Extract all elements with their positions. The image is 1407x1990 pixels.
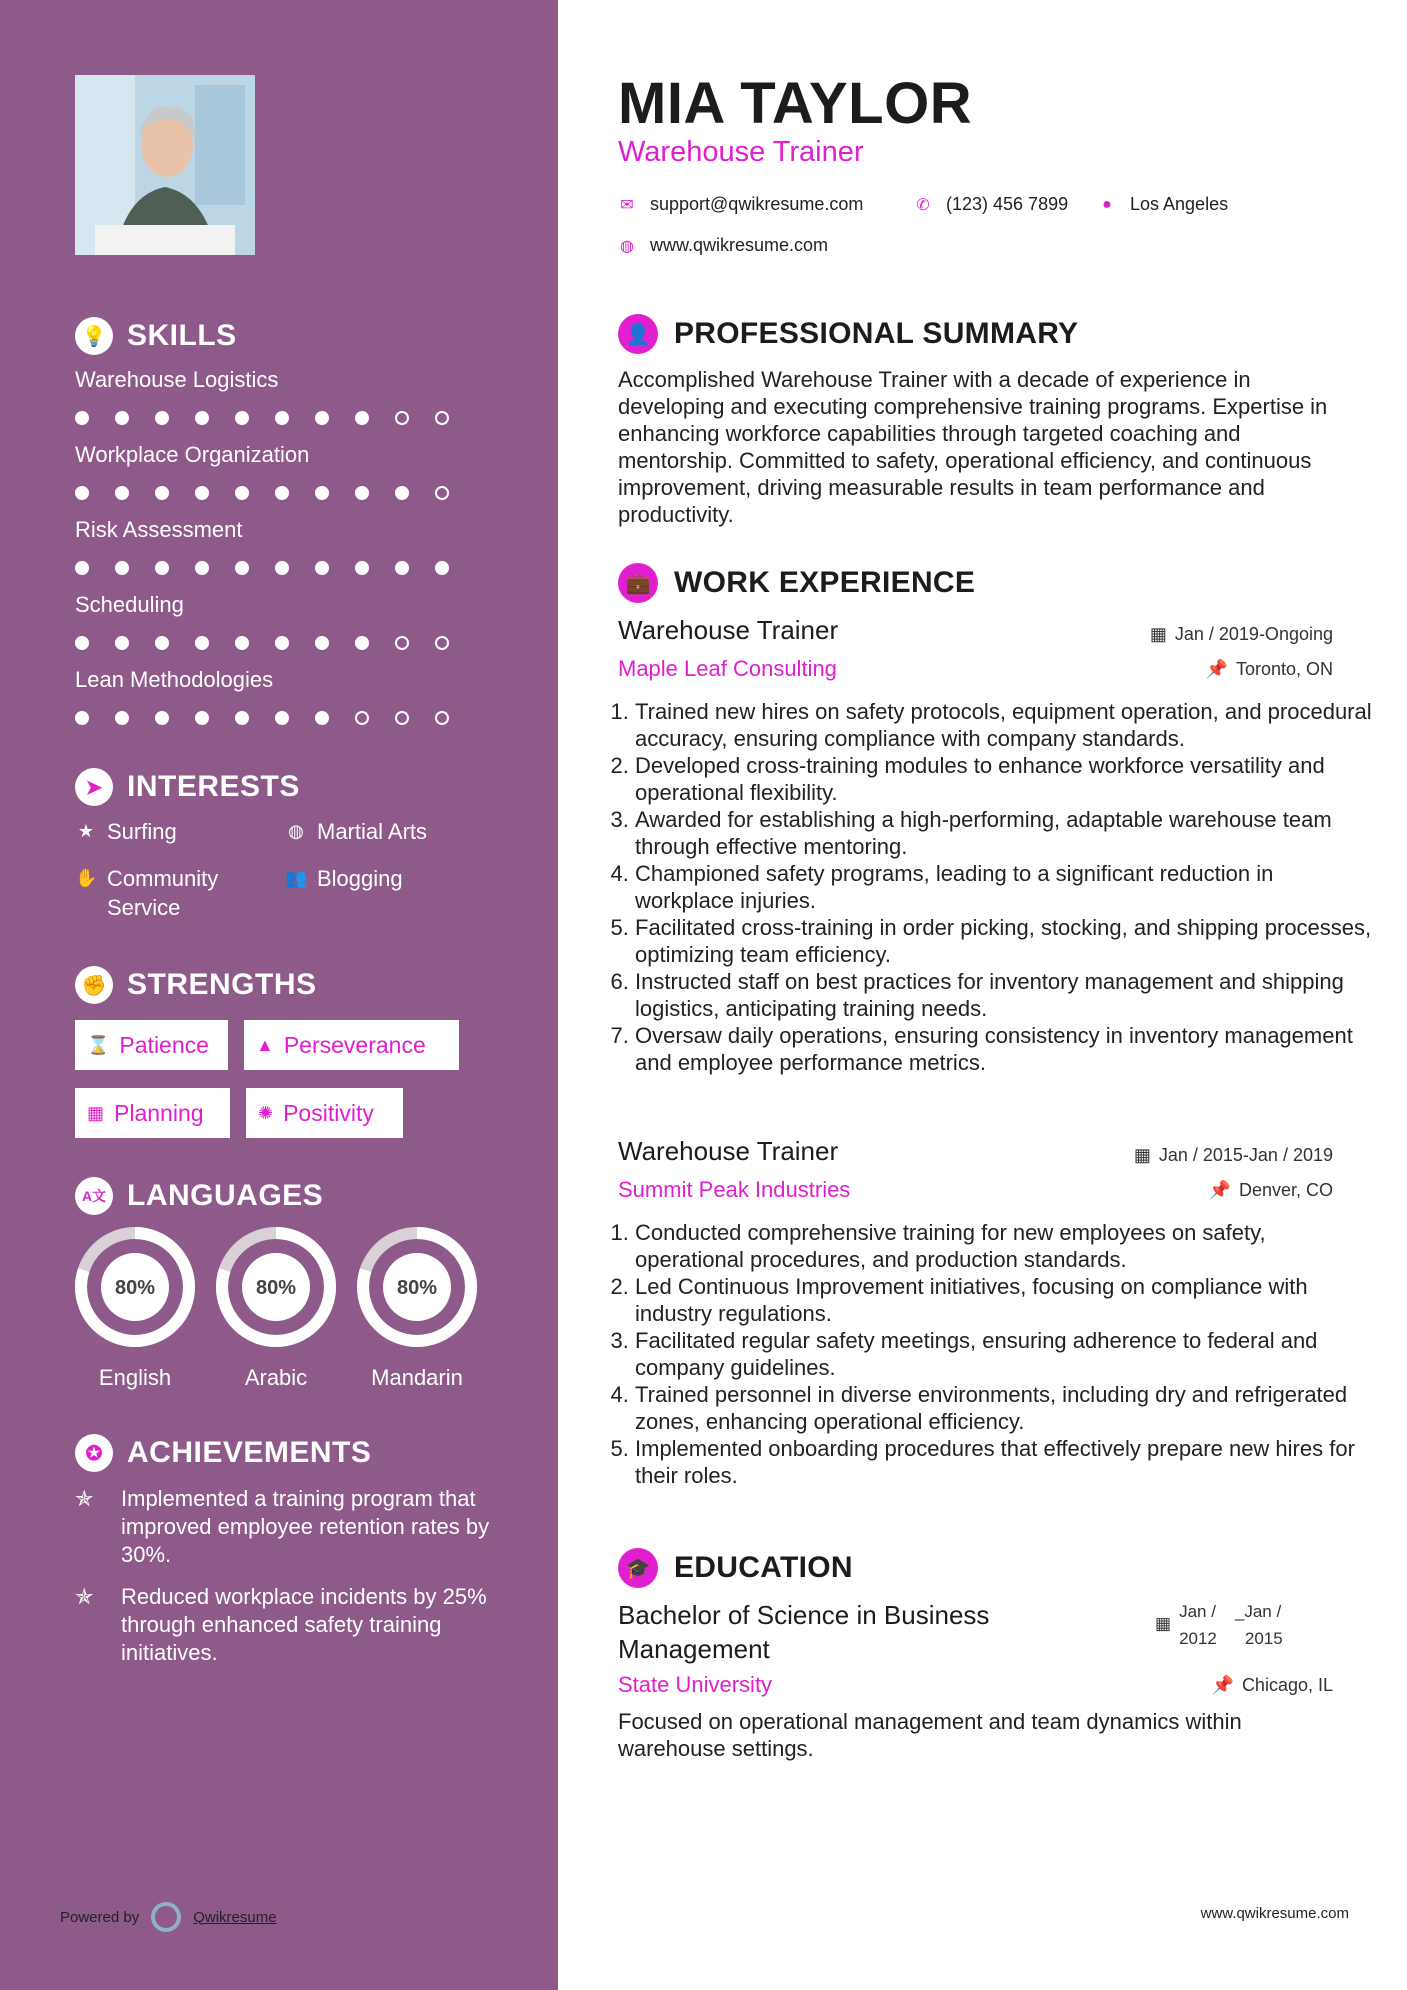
skill-dot-filled bbox=[235, 711, 249, 725]
achievement-item bbox=[75, 1485, 515, 1569]
skill-dot-filled bbox=[355, 486, 369, 500]
language-ring bbox=[356, 1226, 478, 1348]
skill-dot-filled bbox=[195, 636, 209, 650]
strengths-title: STRENGTHS bbox=[127, 968, 317, 1001]
job-location bbox=[1209, 1180, 1333, 1201]
hand-icon: ✋ bbox=[75, 868, 98, 888]
achievement-text: Reduced workplace incidents by 25% through enhanced safety training initiatives. bbox=[121, 1584, 487, 1665]
education-start-month: Jan / bbox=[1179, 1602, 1216, 1621]
email-text: support@qwikresume.com bbox=[650, 194, 864, 214]
job-company: Summit Peak Industries bbox=[618, 1177, 851, 1202]
job-date-text: Jan / 2019-Ongoing bbox=[1174, 624, 1333, 644]
skill-dot-filled bbox=[315, 411, 329, 425]
job-bullet: 6. Instructed staff on best practices for inventory management and shipping logistics, anticipating training needs. bbox=[635, 968, 1373, 1022]
skill-item bbox=[75, 517, 505, 575]
language-name: Arabic bbox=[244, 1365, 308, 1390]
skill-dot-filled bbox=[275, 411, 289, 425]
globe-icon: ◍ bbox=[288, 821, 304, 841]
skill-dot-filled bbox=[235, 411, 249, 425]
skill-dot-filled bbox=[155, 411, 169, 425]
fist-icon: ✊ bbox=[75, 966, 113, 1004]
globe-icon: ◍ bbox=[620, 237, 634, 255]
achievement-item bbox=[75, 1583, 515, 1667]
language-name: English bbox=[98, 1365, 172, 1390]
language-item bbox=[356, 1226, 478, 1391]
powered-by bbox=[60, 1902, 277, 1932]
skill-dot-filled bbox=[115, 561, 129, 575]
languages-title: LANGUAGES bbox=[127, 1179, 324, 1212]
education-description: Focused on operational management and team dynamics within warehouse settings. bbox=[618, 1709, 1242, 1761]
skill-dot-filled bbox=[115, 711, 129, 725]
pushpin-icon: 📌 bbox=[1208, 1180, 1231, 1200]
achievement-text: Implemented a training program that improved employee retention rates by 30%. bbox=[121, 1486, 490, 1567]
contact-phone[interactable] bbox=[914, 194, 1068, 215]
contact-website[interactable] bbox=[618, 235, 828, 256]
interest-item bbox=[75, 817, 275, 846]
skill-rating bbox=[75, 711, 505, 725]
skill-dot-filled bbox=[275, 486, 289, 500]
interest-item bbox=[75, 864, 265, 922]
skill-item bbox=[75, 667, 505, 725]
job-bullet: 3. Awarded for establishing a high-performing, adaptable warehouse team through effective mentoring. bbox=[635, 806, 1373, 860]
language-icon: A文 bbox=[75, 1177, 113, 1215]
job-location-text: Toronto, ON bbox=[1235, 659, 1333, 679]
phone-icon: ✆ bbox=[916, 196, 930, 214]
job-title: Warehouse Trainer bbox=[618, 1136, 839, 1166]
website-text: www.qwikresume.com bbox=[650, 235, 829, 255]
skill-rating bbox=[75, 636, 505, 650]
footer-url[interactable]: www.qwikresume.com bbox=[1200, 1905, 1349, 1922]
experience-heading bbox=[618, 563, 975, 603]
skill-name: Risk Assessment bbox=[75, 517, 243, 542]
envelope-icon: ✉ bbox=[620, 196, 634, 214]
skill-dot-filled bbox=[315, 486, 329, 500]
skill-dot-filled bbox=[75, 561, 89, 575]
briefcase-icon: 💼 bbox=[618, 563, 658, 603]
language-ring bbox=[74, 1226, 196, 1348]
skill-dot-empty bbox=[435, 411, 449, 425]
phone-text: (123) 456 7899 bbox=[946, 194, 1069, 214]
job-bullet: 4. Championed safety programs, leading to a significant reduction in workplace injuries. bbox=[635, 860, 1373, 914]
skill-rating bbox=[75, 561, 505, 575]
education-end-year: 2015 bbox=[1244, 1629, 1283, 1648]
skill-dot-filled bbox=[435, 561, 449, 575]
skill-dot-filled bbox=[355, 636, 369, 650]
contact-location bbox=[1098, 194, 1228, 215]
calendar-icon: ▦ bbox=[1149, 624, 1167, 644]
skill-dot-filled bbox=[395, 561, 409, 575]
education-location bbox=[1212, 1675, 1333, 1696]
language-ring bbox=[215, 1226, 337, 1348]
job-bullet: 4. Trained personnel in diverse environments, including dry and refrigerated zones, enhancing operational efficiency. bbox=[635, 1381, 1373, 1435]
language-percent: 80% bbox=[255, 1277, 297, 1299]
sun-icon: ✺ bbox=[258, 1102, 274, 1123]
skill-dot-filled bbox=[195, 561, 209, 575]
summary-title: PROFESSIONAL SUMMARY bbox=[674, 317, 1079, 350]
skill-dot-empty bbox=[435, 636, 449, 650]
interest-label: Martial Arts bbox=[317, 819, 428, 844]
skill-dot-filled bbox=[315, 636, 329, 650]
interest-label: Community Service bbox=[107, 866, 219, 920]
summary-heading bbox=[618, 314, 1078, 354]
skill-dot-filled bbox=[235, 486, 249, 500]
hourglass-icon: ⌛ bbox=[87, 1034, 110, 1055]
powered-brand-link[interactable]: Qwikresume bbox=[193, 1908, 277, 1926]
profile-photo bbox=[75, 75, 255, 255]
job-bullet: 1. Conducted comprehensive training for new employees on safety, operational procedures, and production standards. bbox=[635, 1219, 1373, 1273]
job-date-text: Jan / 2015-Jan / 2019 bbox=[1158, 1145, 1333, 1165]
education-heading bbox=[618, 1548, 853, 1588]
skill-dot-filled bbox=[195, 486, 209, 500]
interests-heading bbox=[75, 768, 300, 806]
skill-dot-filled bbox=[115, 636, 129, 650]
skill-dot-filled bbox=[115, 411, 129, 425]
skill-dot-filled bbox=[155, 486, 169, 500]
achievements-heading bbox=[75, 1434, 371, 1472]
skill-dot-filled bbox=[75, 711, 89, 725]
skill-name: Lean Methodologies bbox=[75, 667, 274, 692]
skill-rating bbox=[75, 486, 505, 500]
skill-item bbox=[75, 442, 505, 500]
education-degree: Bachelor of Science in Business Management bbox=[618, 1600, 990, 1664]
qwikresume-logo-icon bbox=[151, 1902, 181, 1932]
strength-label: Positivity bbox=[283, 1099, 374, 1126]
strength-badge bbox=[244, 1020, 459, 1070]
job-location bbox=[1206, 659, 1333, 680]
contact-email[interactable] bbox=[618, 194, 863, 215]
job-bullets bbox=[608, 1219, 1373, 1489]
skill-dot-filled bbox=[115, 486, 129, 500]
strength-label: Planning bbox=[114, 1099, 204, 1126]
language-percent: 80% bbox=[114, 1277, 156, 1299]
skill-dot-filled bbox=[75, 411, 89, 425]
skills-heading bbox=[75, 317, 237, 355]
shooting-star-icon: ✯ bbox=[75, 1584, 94, 1609]
languages-heading bbox=[75, 1177, 323, 1215]
job-company: Maple Leaf Consulting bbox=[618, 656, 837, 681]
skill-dot-filled bbox=[235, 561, 249, 575]
strength-badge bbox=[246, 1088, 403, 1138]
job-bullets bbox=[608, 698, 1373, 1076]
calendar-icon: ▦ bbox=[1133, 1145, 1151, 1165]
candidate-name: MIA TAYLOR bbox=[618, 71, 973, 136]
calendar-icon: ▦ bbox=[1155, 1614, 1172, 1633]
skill-dot-empty bbox=[395, 711, 409, 725]
skill-rating bbox=[75, 411, 505, 425]
skill-dot-filled bbox=[315, 561, 329, 575]
language-percent: 80% bbox=[396, 1277, 438, 1299]
skill-item bbox=[75, 367, 505, 425]
skill-dot-empty bbox=[395, 636, 409, 650]
strengths-heading bbox=[75, 966, 317, 1004]
skill-dot-filled bbox=[395, 486, 409, 500]
skill-dot-empty bbox=[395, 411, 409, 425]
job-bullet: 2. Led Continuous Improvement initiatives, focusing on compliance with industry regulations. bbox=[635, 1273, 1373, 1327]
achievements-title: ACHIEVEMENTS bbox=[127, 1436, 372, 1469]
job-date bbox=[1150, 624, 1333, 645]
candidate-role: Warehouse Trainer bbox=[618, 136, 864, 168]
user-icon: 👤 bbox=[618, 314, 658, 354]
skill-dot-filled bbox=[315, 711, 329, 725]
paper-plane-icon: ➤ bbox=[75, 768, 113, 806]
education-school: State University bbox=[618, 1672, 773, 1697]
skill-dot-empty bbox=[435, 711, 449, 725]
skill-name: Scheduling bbox=[75, 592, 184, 617]
skill-dot-filled bbox=[275, 636, 289, 650]
interests-title: INTERESTS bbox=[127, 770, 300, 803]
skill-name: Warehouse Logistics bbox=[75, 367, 279, 392]
job-bullet: 2. Developed cross-training modules to enhance workforce versatility and operational flexibility. bbox=[635, 752, 1373, 806]
skill-dot-filled bbox=[195, 711, 209, 725]
strength-badge bbox=[75, 1088, 230, 1138]
job-bullet: 5. Implemented onboarding procedures that effectively prepare new hires for their roles. bbox=[635, 1435, 1373, 1489]
skill-dot-filled bbox=[75, 636, 89, 650]
strength-badge bbox=[75, 1020, 228, 1070]
skill-dot-filled bbox=[355, 561, 369, 575]
skill-dot-filled bbox=[355, 411, 369, 425]
lightbulb-icon: 💡 bbox=[75, 317, 113, 355]
map-pin-icon: ● bbox=[1102, 195, 1112, 213]
skill-dot-empty bbox=[435, 486, 449, 500]
star-icon: ★ bbox=[77, 821, 95, 841]
powered-by-label: Powered by bbox=[60, 1908, 140, 1926]
interest-item bbox=[285, 864, 505, 893]
job-location-text: Denver, CO bbox=[1238, 1180, 1333, 1200]
graduation-cap-icon: 🎓 bbox=[618, 1548, 658, 1588]
skill-dot-filled bbox=[155, 561, 169, 575]
calendar-icon: ▦ bbox=[87, 1102, 105, 1123]
experience-title: WORK EXPERIENCE bbox=[674, 566, 976, 599]
strength-label: Patience bbox=[119, 1031, 209, 1058]
interest-label: Surfing bbox=[107, 819, 177, 844]
language-name: Mandarin bbox=[371, 1365, 463, 1390]
summary-text: Accomplished Warehouse Trainer with a decade of experience in developing and executing comprehensive training programs. Expertise in enhancing workforce capabilities through targeted coaching and mentorship. Committed to safety, operational efficiency, and continuous improvement, driving measurable results in team performance and productivity. bbox=[618, 367, 1328, 527]
language-item bbox=[215, 1226, 337, 1391]
shooting-star-icon: ✯ bbox=[75, 1486, 94, 1511]
skill-dot-filled bbox=[235, 636, 249, 650]
skill-item bbox=[75, 592, 505, 650]
strength-label: Perseverance bbox=[283, 1031, 426, 1058]
job-bullet: 5. Facilitated cross-training in order picking, stocking, and shipping processes, optimizing team efficiency. bbox=[635, 914, 1373, 968]
award-star-icon: ✪ bbox=[75, 1434, 113, 1472]
education-date bbox=[1155, 1598, 1283, 1652]
education-location-text: Chicago, IL bbox=[1241, 1675, 1333, 1695]
interest-item bbox=[285, 817, 505, 846]
skills-title: SKILLS bbox=[127, 319, 237, 352]
language-item bbox=[74, 1226, 196, 1391]
job-bullet: 1. Trained new hires on safety protocols, equipment operation, and procedural accuracy, ensuring compliance with company standards. bbox=[635, 698, 1373, 752]
skill-dot-filled bbox=[75, 486, 89, 500]
education-title: EDUCATION bbox=[674, 1551, 853, 1584]
skill-dot-filled bbox=[155, 636, 169, 650]
job-bullet: 3. Facilitated regular safety meetings, ensuring adherence to federal and company guidelines. bbox=[635, 1327, 1373, 1381]
road-icon: ▲ bbox=[256, 1034, 274, 1055]
location-text: Los Angeles bbox=[1130, 194, 1229, 214]
interest-label: Blogging bbox=[317, 866, 403, 891]
pushpin-icon: 📌 bbox=[1211, 1675, 1234, 1695]
job-date bbox=[1134, 1145, 1333, 1166]
skill-dot-empty bbox=[355, 711, 369, 725]
skill-dot-filled bbox=[275, 561, 289, 575]
users-icon: 👥 bbox=[285, 868, 308, 888]
job-bullet: 7. Oversaw daily operations, ensuring consistency in inventory management and employee performance metrics. bbox=[635, 1022, 1373, 1076]
skill-dot-filled bbox=[195, 411, 209, 425]
skill-dot-filled bbox=[275, 711, 289, 725]
pushpin-icon: 📌 bbox=[1205, 659, 1228, 679]
sidebar bbox=[0, 0, 558, 1990]
skill-dot-filled bbox=[155, 711, 169, 725]
education-start-year: 2012 bbox=[1179, 1629, 1217, 1648]
education-end-month: _Jan / bbox=[1234, 1602, 1282, 1621]
skill-name: Workplace Organization bbox=[75, 442, 310, 467]
job-title: Warehouse Trainer bbox=[618, 615, 839, 645]
